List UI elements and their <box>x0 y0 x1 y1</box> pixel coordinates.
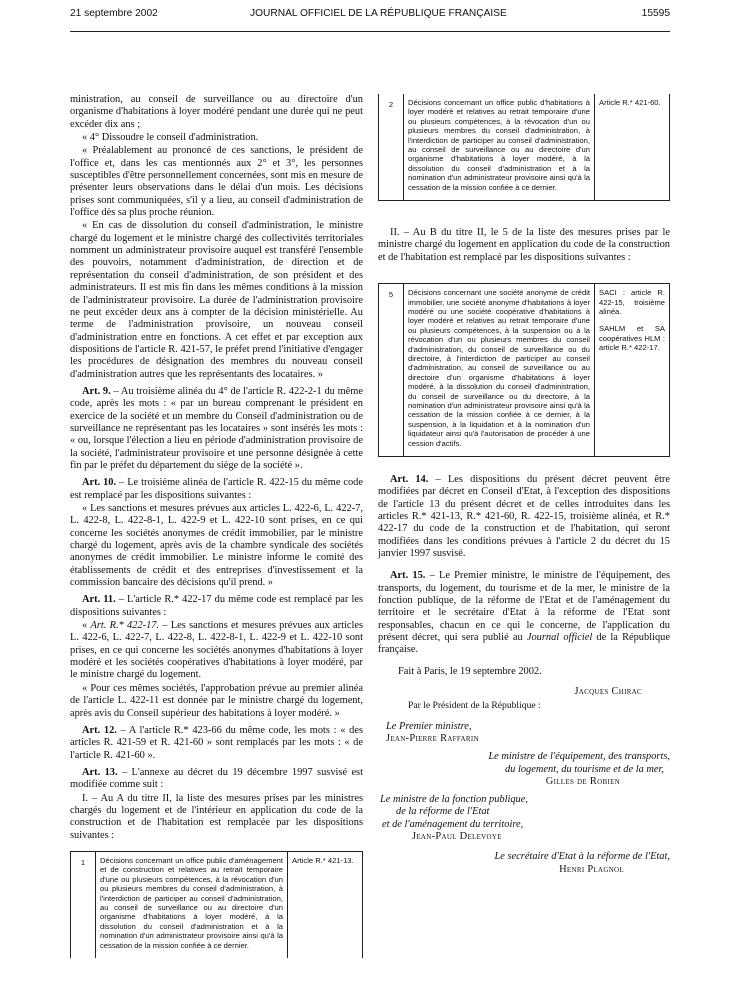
article-13 <box>70 767 363 792</box>
article-text: – L'annexe au décret du 19 décembre 1997 susvisé est modifiée comme suit : <box>70 766 363 791</box>
signatory-name: Gilles de Robien <box>545 775 620 787</box>
paragraph-text: – Les sanctions et mesures prévues aux articles L. 422-6, L. 422-7, L. 422-8, L. 422-8-1, L. 422-9 et L. 422-10 sont prises, en ce qui concerne les sociétés anonymes d'habitations à loyer modéré et les sociétés coopératives d'habitations à loyer modéré, par le ministre chargé du logement. <box>70 620 364 681</box>
signatory-name: Jean-Pierre Raffarin <box>386 733 479 744</box>
signatory-title: Le ministre de la fonction publique, <box>380 794 528 806</box>
reference-saci: SACI : article R. 422-15, troisième alinéa. <box>599 288 665 316</box>
measures-table-3 <box>378 283 670 457</box>
signatory-title: Le secrétaire d'Etat à la réforme de l'Etat, <box>494 851 670 863</box>
article-14 <box>378 474 670 560</box>
article-text-tail: de la République française. <box>378 632 670 656</box>
header-page-number: 15595 <box>641 8 670 19</box>
table-cell-description: Décisions concernant un office public d'habitations à loyer modéré et relatives au retrait temporaire d'une ou plusieurs compétences, à la révocation d'un ou plusieurs membres du conseil d'administration, à l'interdiction de participer au conseil d'administration, au conseil de surveillance ou au directoire d'un organisme d'habitations à loyer modéré, à la dissolution du conseil d'administration et à la nomination d'un administrateur provisoire ainsi qu'à la cessation de la mission confiée à ce dernier. <box>404 94 595 201</box>
table-cell-description: Décisions concernant un office public d'aménagement et de construction et relatives au retrait temporaire d'une ou plusieurs compétences, à la révocation d'un ou plusieurs membres du conseil d'administration, à l'interdiction de participer au conseil d'administration, au conseil de surveillance ou au directoire d'un organisme d'habitations à loyer modéré, à la dissolution du conseil d'administration et à la nomination d'un administrateur provisoire ainsi qu'à la cessation de la mission confiée à ce dernier. <box>96 851 288 958</box>
signatory-title: Le ministre de l'équipement, des transports, <box>488 751 670 763</box>
left-column <box>70 94 363 958</box>
article-label: Art. 13. <box>82 766 118 778</box>
article-12 <box>70 725 363 762</box>
article-reference: Art. R.* 422-17. <box>90 620 160 632</box>
measures-table-1 <box>70 851 363 958</box>
date-place: Fait à Paris, le 19 septembre 2002. <box>398 665 542 677</box>
quote-mark: « <box>82 620 91 632</box>
article-text: – Au troisième alinéa du 4° de l'article R. 422-2-1 du même code, après les mots : « par un bureau comprenant le président en exercice de la société et un membre du Conseil d'administration ou de surveillance ne représentant pas les locataires » sont insérés les mots : « ou, lorsque l'élection a lieu en période d'administration provisoire de la société, l'administrateur provisoire et une personne désignée à cette fin par le préfet du département du siège de la société ». <box>70 385 363 471</box>
header-journal-title: JOURNAL OFFICIEL DE LA RÉPUBLIQUE FRANÇAISE <box>250 8 507 19</box>
article-15 <box>378 570 670 656</box>
article-label: Art. 11. <box>82 594 116 606</box>
signatory-title: Le Premier ministre, <box>386 720 472 732</box>
paragraph: II. – Au B du titre II, le 5 de la liste des mesures prises par le ministre chargé du logement en application du code de la construction et de l'habitation est remplacé par les dispositions suivantes : <box>378 227 670 263</box>
article-text: – A l'article R.* 423-66 du même code, les mots : « des articles R. 421-59 et R. 421-60 » sont remplacés par les mots : « de l'article R. 421-60 ». <box>70 724 363 761</box>
signatory-president: Jacques Chirac <box>574 686 642 698</box>
table-cell-reference <box>595 284 670 457</box>
paragraph: ministration, au conseil de surveillance ou au directoire d'un organisme d'habitations à loyer modéré pendant une durée qui ne peut excéder dix ans ; <box>70 94 363 130</box>
table-cell-number: 1 <box>71 851 96 958</box>
table-row <box>379 284 670 457</box>
article-9 <box>70 386 363 472</box>
table-cell-number: 2 <box>379 94 404 201</box>
table-cell-description: Décisions concernant une société anonyme de crédit immobilier, une société anonyme d'habitations à loyer modéré ou une société coopérative d'habitations à loyer modéré et relatives au retrait temporaire d'une ou plusieurs compétences, à la suspension ou à la révocation d'un ou plusieurs membres du conseil d'administration, du conseil de surveillance ou du directoire, à l'interdiction de participer au conseil d'administration, au conseil de surveillance ou au directoire d'un organisme d'habitations à loyer modéré, à la dissolution du conseil d'administration, du conseil de surveillance ou du directoire, à la nomination d'un administrateur provisoire ainsi qu'à la cessation de la mission confiée à ce dernier, à la suspension, à la liquidation et à la nomination d'un liquidateur ainsi qu'à l'autorisation de procéder à une cession d'actifs. <box>404 284 595 457</box>
signatory-title: et de l'aménagement du territoire, <box>382 818 524 830</box>
paragraph <box>70 620 363 682</box>
article-text: – Les dispositions du présent décret peuvent être modifiées par décret en Conseil d'Etat, à l'exception des dispositions de l'article 13 du présent décret et de celles introduites dans les articles R.* 421-13, R.* 421-60, R. 422-15, troisième alinéa, et R.* 422-17 du code de la construction et de l'habitation, qui seront modifiées dans les conditions prévues à l'article 2 du décret du 15 janvier 1997 susvisé. <box>378 474 670 560</box>
header-rule <box>70 31 670 32</box>
signatory-title: de la réforme de l'Etat <box>396 806 490 818</box>
article-text: – L'article R.* 422-17 du même code est remplacé par les dispositions suivantes : <box>70 594 363 618</box>
measures-table-2 <box>378 94 670 201</box>
reference-sahlm: SAHLM et SA coopératives HLM : article R.* 422-17. <box>599 324 665 353</box>
table-row <box>71 851 363 958</box>
article-label: Art. 9. <box>82 385 111 397</box>
article-text: – Le troisième alinéa de l'article R. 422-15 du même code est remplacé par les dispositions suivantes : <box>70 477 363 501</box>
paragraph: « En cas de dissolution du conseil d'administration, le ministre chargé du logement et le ministre chargé des collectivités territoriales nomment un administrateur provisoire auquel est transféré l'ensemble des pouvoirs, notamment d'administration, de direction et de représentation du conseil d'administration, de son président et des administrateurs. Il est mis fin dans les mêmes conditions à la mission de l'administrateur provisoire. La durée de l'administration provisoire ne peut excéder deux ans à compter de la décision ministérielle. Au terme de l'administration provisoire, un nouveau conseil d'administration entre en fonctions. A cet effet et par exception aux dispositions de l'article R. 421-57, le préfet prend l'initiative d'engager les procédures de désignation des membres du nouveau conseil d'administration autres que les représentants des locataires. » <box>70 220 363 380</box>
paragraph: « Préalablement au prononcé de ces sanctions, le président de l'office et, dans les cas mentionnés aux 2° et 3°, les personnes susceptibles d'être personnellement concernées, sont mis en mesure de présenter leurs observations dans le délai d'un mois. Les décisions prises sont communiquées, s'il y a lieu, au conseil d'administration de l'office dès sa plus proche réunion. <box>70 145 364 219</box>
article-label: Art. 10. <box>82 477 117 489</box>
page-header <box>70 8 670 28</box>
article-text: – Le Premier ministre, le ministre de l'équipement, des transports, du logement, du tourisme et de la mer, le ministre de la fonction publique, de la réforme de l'Etat et de l'aménagement du territoire et le secrétaire d'Etat à la réforme de l'Etat sont responsables, chacun en ce qui le concerne, de l'application du présent décret, qui sera publié au <box>378 570 670 644</box>
paragraph: « Les sanctions et mesures prévues aux articles L. 422-6, L. 422-7, L. 422-8, L. 422-8-1, L. 422-9 et L. 422-10 sont prises, en ce qui concerne les sociétés anonymes de crédit immobilier, par le ministre chargé du logement, après avis de la chambre syndicale des sociétés anonymes de crédit immobilier. Le ministre informe le comité des établissements de crédit et des entreprises d'investissement et la commission bancaire des décisions qu'il prend. » <box>70 503 363 589</box>
table-cell-reference: Article R.* 421-60. <box>595 94 670 201</box>
article-label: Art. 14. <box>390 474 429 485</box>
signatory-title: du logement, du tourisme et de la mer, <box>504 763 664 775</box>
article-10 <box>70 477 363 502</box>
paragraph: « Pour ces mêmes sociétés, l'approbation prévue au premier alinéa de l'article L. 422-11 est donnée par le ministre chargé du logement, après avis du Conseil supérieur des habitations à loyer modéré. » <box>70 682 363 719</box>
signatory-name: Henri Plagnol <box>559 863 624 875</box>
paragraph: « 4° Dissoudre le conseil d'administration. <box>82 132 259 144</box>
table-cell-reference: Article R.* 421-13. <box>288 851 363 958</box>
journal-name: Journal officiel <box>526 632 593 644</box>
signature-block <box>378 658 670 876</box>
article-label: Art. 15. <box>390 570 426 582</box>
by-the-president: Par le Président de la République : <box>408 700 541 712</box>
signatory-name: Jean-Paul Delevoye <box>412 831 502 843</box>
header-date: 21 septembre 2002 <box>70 8 158 19</box>
right-column <box>378 94 670 876</box>
article-11 <box>70 594 363 619</box>
table-cell-number: 5 <box>379 284 404 457</box>
article-label: Art. 12. <box>82 724 117 736</box>
paragraph: I. – Au A du titre II, la liste des mesures prises par les ministres chargés du logement et de l'intérieur en application du code de la construction et de l'habitation est remplacée par les dispositions suivantes : <box>70 792 363 841</box>
table-row <box>379 94 670 201</box>
